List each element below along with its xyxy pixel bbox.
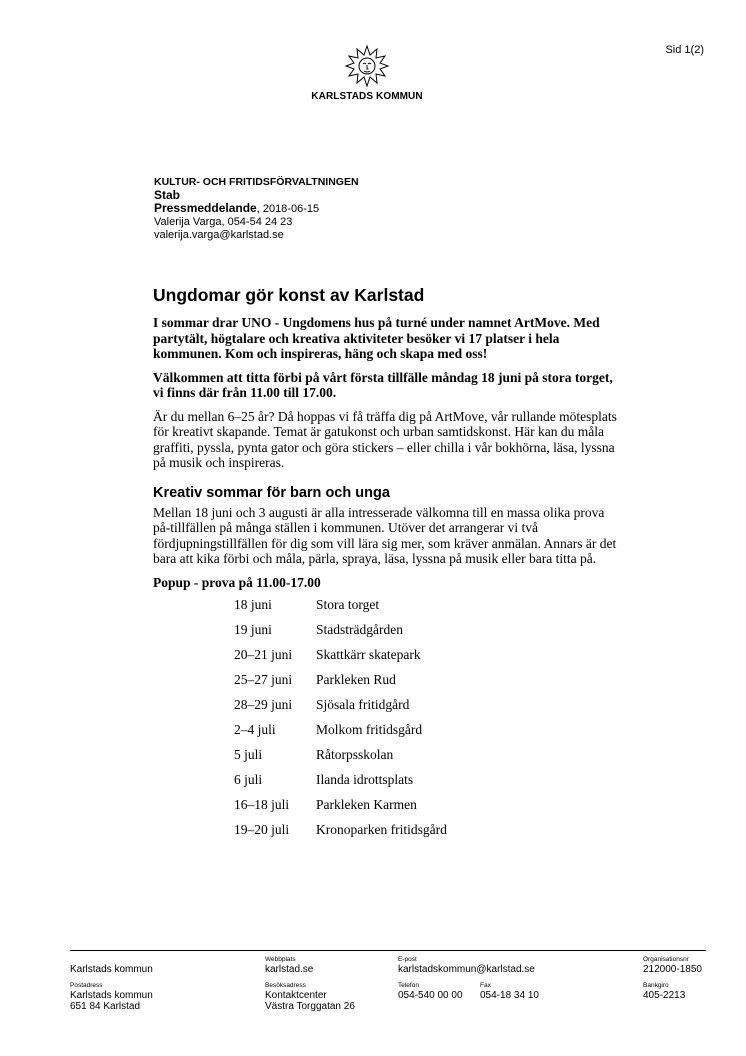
article-title: Ungdomar gör konst av Karlstad — [153, 285, 425, 305]
schedule-place: Sjösala fritidgård — [316, 696, 410, 712]
body-paragraph-1: Är du mellan 6–25 år? Då hoppas vi få träffa dig på ArtMove, vår rullande mötesplats för kreativt skapande. Temat är gatukonst och urban samtidskonst. Här kan du måla graffiti, pyssla, pynta gator och göra stickers – eller chilla i vår bokhörna, läsa, lyssna på musik och inspireras. — [153, 408, 617, 470]
schedule-place: Stora torget — [316, 596, 380, 612]
schedule-row — [234, 747, 623, 772]
department: KULTUR- OCH FRITIDSFÖRVALTNINGEN — [154, 176, 359, 188]
sender-block — [154, 176, 359, 242]
schedule-place: Ilanda idrottsplats — [316, 771, 414, 787]
doc-type: Pressmeddelande — [154, 201, 257, 215]
schedule-row — [234, 722, 623, 747]
schedule-row — [234, 797, 623, 822]
body-paragraph-2: Mellan 18 juni och 3 augusti är alla intresserade välkomna till en massa olika prova på-tillfällen på många ställen i kommunen. Utöver det arrangerar vi två fördjupningstillfällen för dig som vill lära sig mer, som kräver anmälan. Annars är det bara att kika förbi och måla, pärla, spraya, läsa, lyssna på musik eller bara titta på. — [153, 504, 617, 566]
footer-post-label: Postadress — [70, 982, 103, 989]
schedule-list — [234, 597, 623, 847]
footer-visit-label: Besöksadress — [265, 982, 306, 989]
footer-fax-label: Fax — [480, 982, 491, 989]
schedule-place: Parkleken Karmen — [316, 796, 417, 812]
schedule-row — [234, 622, 623, 647]
footer-orgnr-value: 212000-1850 — [643, 964, 702, 975]
schedule-date: 16–18 juli — [234, 796, 290, 812]
footer-web-label: Webbplats — [265, 956, 296, 963]
schedule-place: Parkleken Rud — [316, 671, 396, 687]
subheading: Kreativ sommar för barn och unga — [153, 484, 390, 501]
unit: Stab — [154, 188, 181, 202]
schedule-place: Molkom fritidsgård — [316, 721, 423, 737]
sun-face-icon — [344, 44, 390, 88]
footer-email-label: E-post — [398, 956, 417, 963]
schedule-date: 28–29 juni — [234, 696, 293, 712]
schedule-row — [234, 772, 623, 797]
schedule-date: 18 juni — [234, 596, 272, 612]
logo-text: KARLSTADS KOMMUN — [311, 91, 423, 102]
schedule-row — [234, 697, 623, 722]
footer — [70, 950, 706, 1012]
footer-col-bank — [643, 956, 702, 1001]
schedule-place: Stadsträdgården — [316, 621, 403, 637]
footer-visit-line1: Kontaktcenter — [265, 990, 327, 1001]
lead-paragraph-1: I sommar drar UNO - Ungdomens hus på turné under namnet ArtMove. Med partytält, högtalare och kreativa aktiviteter besöker vi 17 platser i hela kommunen. Kom och inspireras, häng och skapa med oss! — [153, 315, 600, 361]
footer-col-web — [265, 956, 355, 1012]
contact: Valerija Varga, 054-54 24 23 — [154, 216, 293, 228]
schedule-date: 2–4 juli — [234, 721, 276, 737]
schedule-row — [234, 647, 623, 672]
doc-type-line — [154, 202, 359, 216]
footer-fax-label-2 — [480, 982, 539, 990]
schedule-row — [234, 822, 623, 847]
page-number: Sid 1(2) — [665, 44, 704, 56]
lead-paragraph-2: Välkommen att titta förbi på vårt första tillfälle måndag 18 juni på stora torget, vi finns där från 11.00 till 17.00. — [153, 369, 613, 400]
schedule-date: 5 juli — [234, 746, 263, 762]
schedule-place: Skattkärr skatepark — [316, 646, 421, 662]
schedule-place: Råtorpsskolan — [316, 746, 394, 762]
article — [153, 285, 623, 847]
schedule-row — [234, 672, 623, 697]
footer-col-fax-values — [480, 982, 539, 1001]
schedule-date: 6 juli — [234, 771, 263, 787]
footer-visit-line2: Västra Torggatan 26 — [265, 1001, 355, 1012]
schedule-date: 25–27 juni — [234, 671, 293, 687]
footer-org-name: Karlstads kommun — [70, 964, 153, 975]
footer-web-link[interactable]: karlstad.se — [265, 964, 314, 975]
schedule-row — [234, 597, 623, 622]
schedule-date: 19–20 juli — [234, 821, 290, 837]
popup-title: Popup - prova på 11.00-17.00 — [153, 574, 321, 590]
doc-date: , 2018-06-15 — [256, 203, 320, 215]
footer-post-line1: Karlstads kommun — [70, 990, 153, 1001]
schedule-place: Kronoparken fritidsgård — [316, 821, 447, 837]
footer-col-org — [70, 956, 153, 1012]
footer-orgnr-label: Organisationsnr — [643, 956, 689, 963]
footer-bank-label: Bankgiro — [643, 982, 669, 989]
contact-email: valerija.varga@karlstad.se — [154, 229, 284, 241]
logo — [302, 44, 432, 102]
footer-bank-value: 405-2213 — [643, 990, 686, 1001]
footer-phone-label: Telefon — [398, 982, 419, 989]
footer-phone-value: 054-540 00 00 — [398, 990, 463, 1001]
footer-post-line2: 651 84 Karlstad — [70, 1001, 141, 1012]
schedule-date: 19 juni — [234, 621, 272, 637]
schedule-date: 20–21 juni — [234, 646, 293, 662]
footer-email-link[interactable]: karlstadskommun@karlstad.se — [398, 964, 535, 975]
footer-fax-value: 054-18 34 10 — [480, 990, 539, 1001]
